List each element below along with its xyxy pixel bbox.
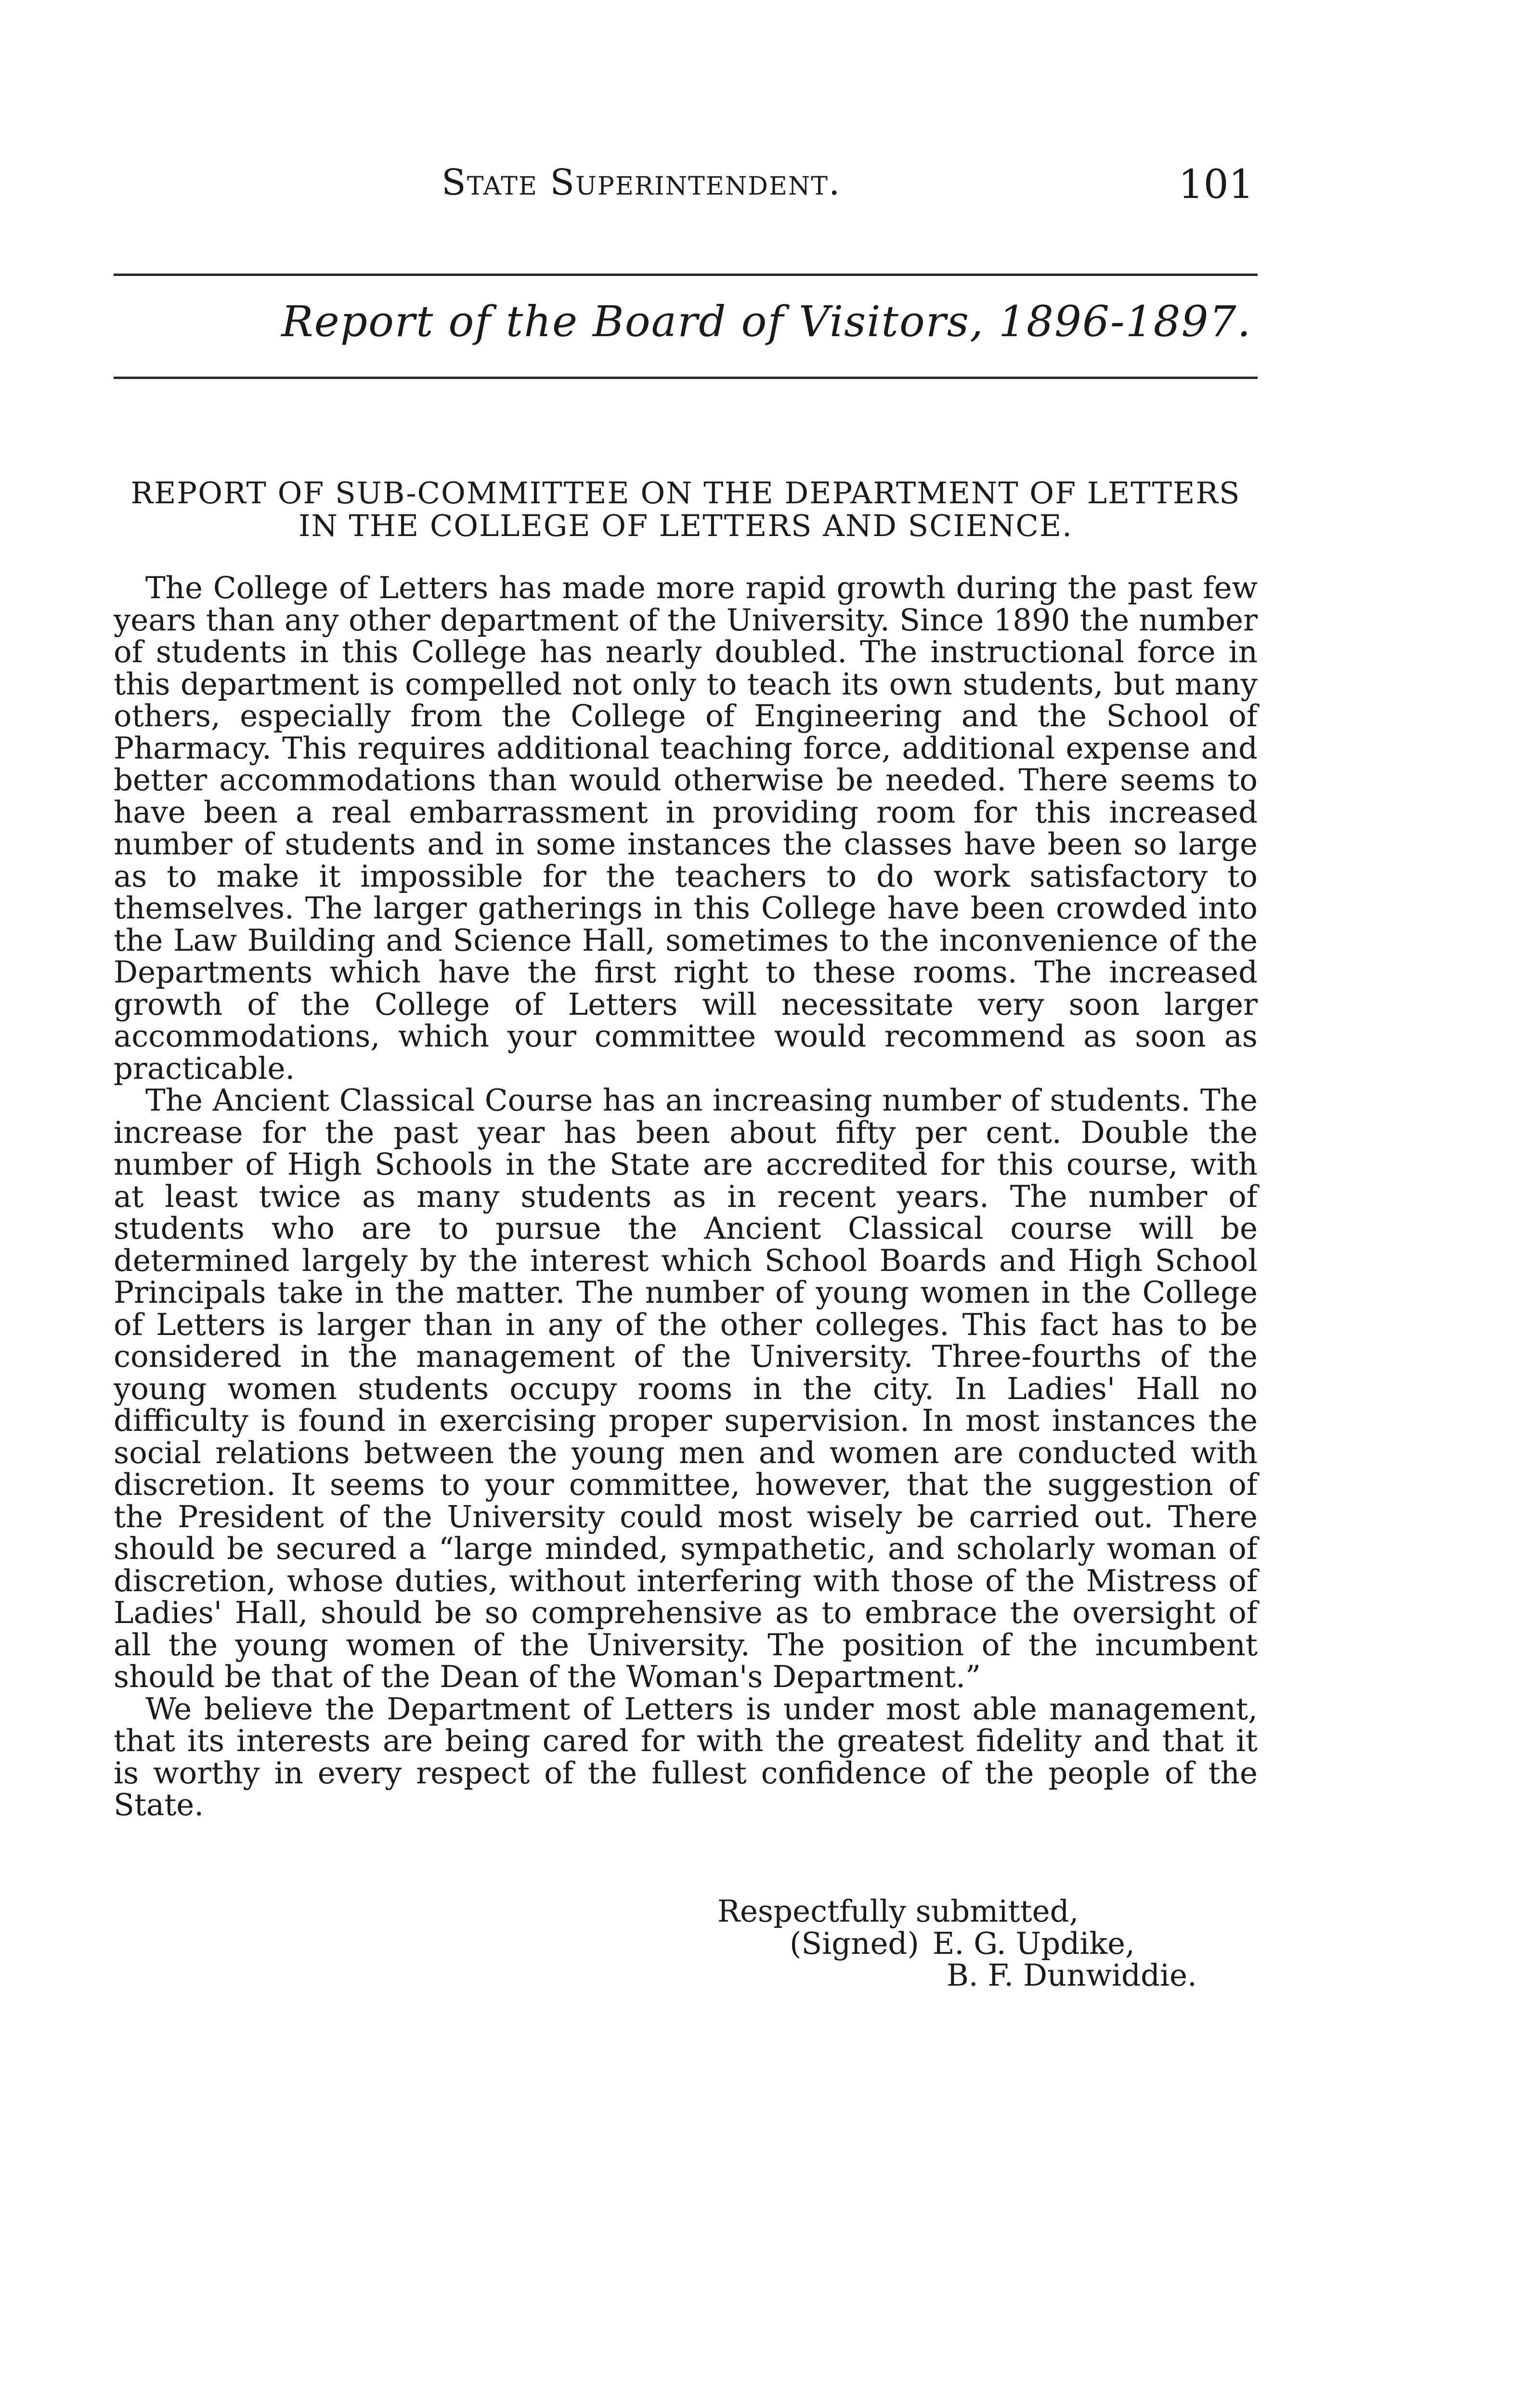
signer-dunwiddie: B. F. Dunwiddie. [947, 1958, 1197, 1993]
signed-label: (Signed) [790, 1925, 919, 1961]
signed-line [717, 1925, 1257, 1961]
top-rule [114, 274, 1258, 276]
paragraph-college-growth: The College of Letters has made more rapid growth during the past few years than any other department of the University. Since 1890 the number of students in this College has nearly doubled. The instructional force in this department is compelled not only to teach its own students, but many others, especially from the College of Engineering and the School of Pharmacy. This requires additional teaching force, additional expense and better accommodations than would otherwise be needed. There seems to have been a real embarrassment in providing room for this increased number of students and in some instances the classes have been so large as to make it impossible for the teachers to do work satisfactory to themselves. The larger gatherings in this College have been crowded into the Law Building and Science Hall, sometimes to the inconvenience of the Departments which have the first right to these rooms. The increased growth of the College of Letters will necessitate very soon larger accommodations, which your committee would recommend as soon as practicable. [114, 570, 1258, 1086]
section-heading: REPORT OF SUB-COMMITTEE ON THE DEPARTMENT OF LETTERS IN THE COLLEGE OF LETTERS AND SCIENCE. [130, 475, 1241, 543]
closing-line: Respectfully submitted, [717, 1894, 1079, 1929]
running-title: State Superintendent. [442, 162, 841, 203]
report-title: Report of the Board of Visitors, 1896-1897. [281, 297, 1252, 346]
bottom-rule [114, 377, 1258, 379]
signer-updike: E. G. Updike, [932, 1925, 1135, 1961]
running-head [0, 162, 1533, 220]
report-body [114, 572, 1258, 1821]
paragraph-conclusion: We believe the Department of Letters is under most able management, that its interests are being cared for with the greatest fidelity and that it is worthy in every respect of the fullest confidence of the people of the State. [114, 1691, 1258, 1822]
paragraph-classical-course: The Ancient Classical Course has an increasing number of students. The increase for the past year has been about fifty per cent. Double the number of High Schools in the State are accredited for this course, with at least twice as many students as in recent years. The number of students who are to pursue the Ancient Classical course will be determined largely by the interest which School Boards and High School Principals take in the matter. The number of young women in the College of Letters is larger than in any of the other colleges. This fact has to be considered in the management of the University. Three-fourths of the young women students occupy rooms in the city. In Ladies' Hall no difficulty is found in exercising proper supervision. In most instances the social relations between the young men and women are conducted with discretion. It seems to your committee, however, that the suggestion of the President of the University could most wisely be carried out. There should be secured a “large minded, sympathetic, and scholarly woman of discretion, whose duties, without interfering with those of the Mistress of Ladies' Hall, should be so comprehensive as to embrace the oversight of all the young women of the University. The position of the incumbent should be that of the Dean of the Woman's Department.” [114, 1083, 1258, 1694]
signature-block [717, 1896, 1257, 1992]
page-number: 101 [1178, 162, 1254, 208]
